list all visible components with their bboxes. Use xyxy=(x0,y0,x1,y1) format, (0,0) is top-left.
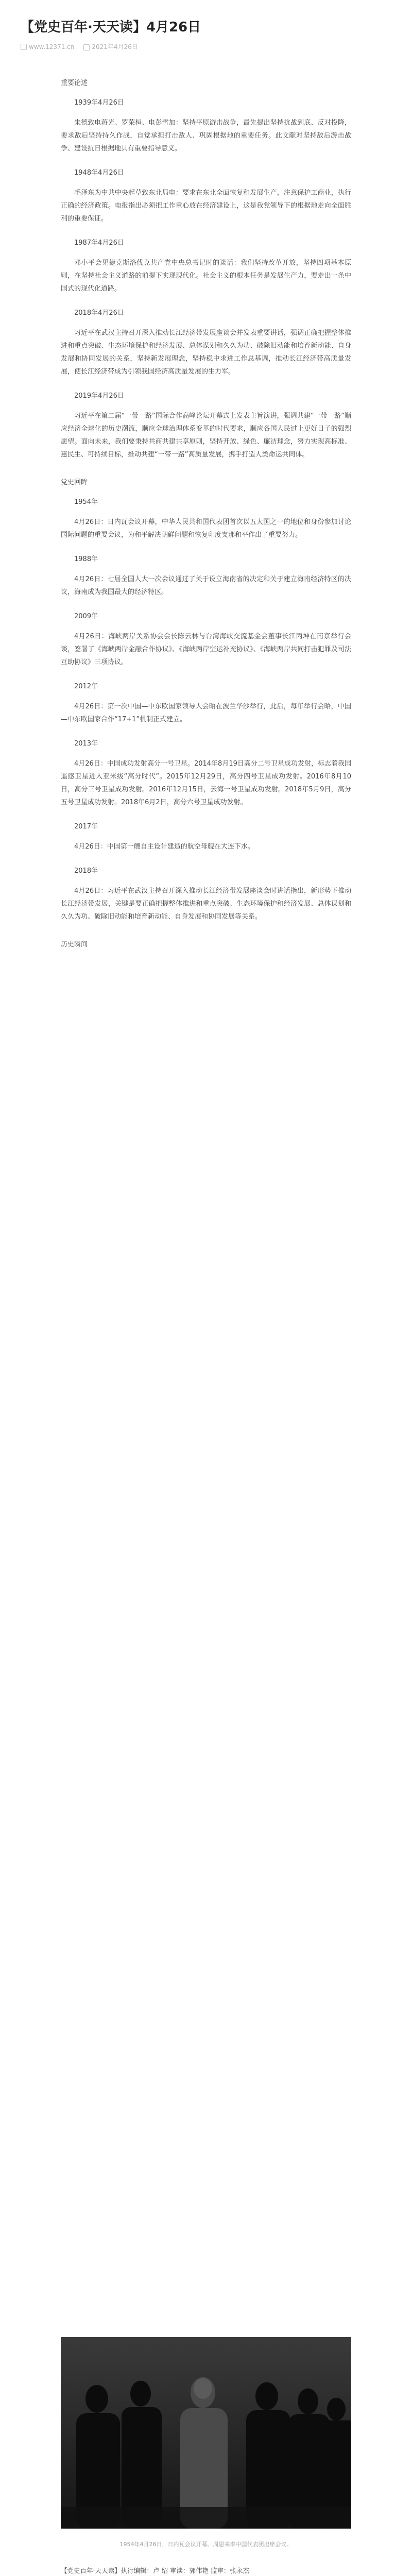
date-line: 1939年4月26日 xyxy=(74,99,124,107)
photo-caption: 1954年4月26日，日内瓦会议开幕。周恩来率中国代表团出席会议。 xyxy=(119,2541,293,2548)
paragraph: 毛泽东为中共中央起草致东北局电：要求在东北全面恢复和发展生产，注意保护工商业，执行正确的经济政策。电报指出必须把工作重心放在经济建设上，这是我党领导下的根据地走向全面胜利的重要保证。 xyxy=(61,189,351,223)
section-heading: 重要论述 xyxy=(61,79,88,87)
calendar-icon xyxy=(83,44,90,50)
paragraph: 习近平在第二届“一带一路”国际合作高峰论坛开幕式上发表主旨演讲，强调共建“一带一路”顺应经济全球化的历史潮流，顺应全球治理体系变革的时代要求，顺应各国人民过上更好日子的强烈愿望。面向未来，我们要秉持共商共建共享原则，坚持开放、绿色、廉洁理念，努力实现高标准、惠民生、可持续目标，推动共建“一带一路”高质量发展，携手打造人类命运共同体。 xyxy=(61,412,351,459)
date-line: 1988年 xyxy=(74,555,98,563)
article-meta xyxy=(21,42,138,51)
globe-icon xyxy=(21,44,27,50)
date-line: 2009年 xyxy=(74,613,98,620)
source-meta xyxy=(21,43,74,50)
date-line: 1948年4月26日 xyxy=(74,169,124,177)
date-meta xyxy=(83,42,138,51)
editor-credits: 【党史百年·天天读】执行编辑：卢 绍 审读：郭伟艳 监审：张永杰 xyxy=(61,2567,249,2574)
historical-photo-image xyxy=(61,2337,351,2529)
article-title: 【党史百年·天天读】4月26日 xyxy=(21,20,201,35)
section-important xyxy=(61,77,351,461)
date-line: 2012年 xyxy=(74,683,98,690)
paragraph: 4月26日：中国第一艘自主设计建造的航空母舰在大连下水。 xyxy=(74,843,254,851)
date-line: 2018年4月26日 xyxy=(74,309,124,317)
paragraph: 邓小平会见捷克斯洛伐克共产党中央总书记时的谈话：我们坚持改革开放，坚持四项基本原则，在坚持社会主义道路的前提下实现现代化。社会主义的根本任务是发展生产力，要走出一条中国式的现代化道路。 xyxy=(61,259,351,293)
paragraph: 4月26日：中国成功发射高分一号卫星。2014年8月19日高分二号卫星成功发射，标志着我国遥感卫星进入亚米级“高分时代”。2015年12月29日，高分四号卫星成功发射。2016年8月10日，高分三号卫星成功发射。2016年12月15日，云海一号卫星成功发射。2018年5月9日，高分五号卫星成功发射。2018年6月2日，高分六号卫星成功发射。 xyxy=(61,760,351,806)
section-heading: 党史回眸 xyxy=(61,479,88,486)
date-line: 2018年 xyxy=(74,867,98,875)
paragraph: 4月26日：第一次中国—中东欧国家领导人会晤在波兰华沙举行，此后，每年举行会晤，中国—中东欧国家合作“17+1”机制正式建立。 xyxy=(61,703,351,723)
section-events xyxy=(61,477,351,923)
date-line: 1987年4月26日 xyxy=(74,239,124,247)
date-line: 1954年 xyxy=(74,498,98,506)
article-body xyxy=(61,77,351,964)
date-text: 2021年4月26日 xyxy=(92,43,138,50)
paragraph: 习近平在武汉主持召开深入推动长江经济带发展座谈会并发表重要讲话，强调正确把握整体推进和重点突破、生态环境保护和经济发展、总体谋划和久久为功、破除旧动能和培育新动能、自身发展和协同发展的关系，坚持新发展理念，坚持稳中求进工作总基调，推动长江经济带高质量发展，使长江经济带成为引领我国经济高质量发展的生力军。 xyxy=(61,329,351,376)
section-photo xyxy=(61,939,351,948)
paragraph: 朱德致电蒋光、罗荣桓、电彭雪加：坚持平原游击战争，最先提出坚持抗战到底、反对投降，要求敌后坚持持久作战，自觉承担打击敌人、巩固根据地的重要任务。此文献对坚持敌后游击战争、建设抗日根据地具有重要指导意义。 xyxy=(61,119,351,152)
paragraph: 4月26日：习近平在武汉主持召开深入推动长江经济带发展座谈会时讲话指出，新形势下推动长江经济带发展，关键是要正确把握整体推进和重点突破、生态环境保护和经济发展、总体谋划和久久为功、破除旧动能和培育新动能、自身发展和协同发展等关系。 xyxy=(61,887,351,921)
section-heading: 历史瞬间 xyxy=(61,941,88,948)
paragraph: 4月26日：日内瓦会议开幕，中华人民共和国代表团首次以五大国之一的地位和身份参加讨论国际问题的重要会议，为和平解决朝鲜问题和恢复印度支那和平作出了重要努力。 xyxy=(61,518,351,539)
date-line: 2019年4月26日 xyxy=(74,392,124,400)
date-line: 2017年 xyxy=(74,823,98,831)
historical-photo xyxy=(61,2337,351,2529)
source-text: www.12371.cn xyxy=(29,43,75,50)
paragraph: 4月26日：七届全国人大一次会议通过了关于设立海南省的决定和关于建立海南经济特区的决议，海南成为我国最大的经济特区。 xyxy=(61,575,351,596)
paragraph: 4月26日：海峡两岸关系协会会长陈云林与台湾海峡交流基金会董事长江丙坤在南京举行会谈，签署了《海峡两岸金融合作协议》、《海峡两岸空运补充协议》、《海峡两岸共同打击犯罪及司法互助协议》三项协议。 xyxy=(61,633,351,666)
date-line: 2013年 xyxy=(74,740,98,748)
